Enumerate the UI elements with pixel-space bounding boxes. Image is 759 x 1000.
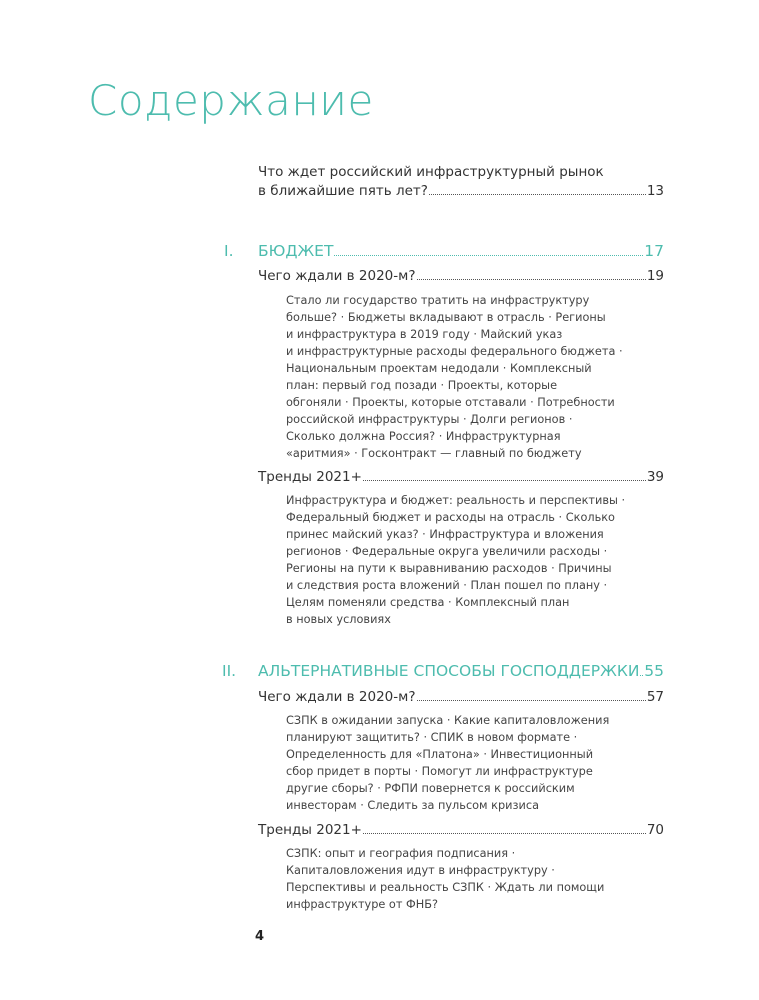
toc-page-number: 39 (646, 469, 664, 485)
subsection-title: Чего ждали в 2020-м? (258, 689, 416, 705)
description-line: в новых условиях (286, 613, 391, 626)
subsection-description (286, 712, 616, 814)
subsection-description (286, 845, 616, 913)
toc-page-number: 13 (646, 183, 664, 199)
toc-page-number: 19 (646, 268, 664, 284)
description-line: Капиталовложения идут в инфраструктуру · (286, 864, 555, 877)
leader-dots (417, 700, 646, 701)
description-line: больше? · Бюджеты вкладывают в отрасль · Регионы (286, 311, 606, 324)
subsection-title: Чего ждали в 2020-м? (258, 268, 416, 284)
description-line: российской инфраструктуры · Долги регионов · (286, 413, 573, 426)
section-title: АЛЬТЕРНАТИВНЫЕ СПОСОБЫ ГОСПОДДЕРЖКИ (258, 662, 640, 680)
description-line: СЗПК в ожидании запуска · Какие капиталовложения (286, 714, 610, 727)
leader-dots (417, 279, 646, 280)
description-line: планируют защитить? · СПИК в новом формате · (286, 731, 578, 744)
description-line: Перспективы и реальность СЗПК · Ждать ли помощи (286, 881, 605, 894)
leader-dots (363, 480, 646, 481)
description-line: Сколько должна Россия? · Инфраструктурная (286, 430, 561, 443)
section-numeral: II. (222, 662, 237, 680)
description-line: инфраструктуре от ФНБ? (286, 898, 438, 911)
description-line: Стало ли государство тратить на инфраструктуру (286, 294, 590, 307)
toc-section-budget[interactable] (258, 242, 664, 260)
description-line: «аритмия» · Госконтракт — главный по бюджету (286, 447, 582, 460)
toc-subsection-trends-2021[interactable] (258, 822, 664, 838)
subsection-description (286, 292, 623, 462)
description-line: Федеральный бюджет и расходы на отрасль · Сколько (286, 511, 615, 524)
section-numeral: I. (224, 242, 234, 260)
toc-page-number: 17 (644, 242, 664, 260)
toc-page-number: 55 (644, 662, 664, 680)
description-line: инвесторам · Следить за пульсом кризиса (286, 799, 539, 812)
description-line: Регионы на пути к выравниванию расходов · Причины (286, 562, 612, 575)
toc-subsection-trends-2021[interactable] (258, 469, 664, 485)
toc-subsection-expected-2020[interactable] (258, 689, 664, 705)
description-line: сбор придет в порты · Помогут ли инфраструктуре (286, 765, 593, 778)
toc-page-number: 70 (646, 822, 664, 838)
description-line: Определенность для «Платона» · Инвестиционный (286, 748, 594, 761)
description-line: и инфраструктура в 2019 году · Майский указ (286, 328, 563, 341)
description-line: и инфраструктурные расходы федерального бюджета · (286, 345, 623, 358)
description-line: регионов · Федеральные округа увеличили расходы · (286, 545, 608, 558)
description-line: Национальным проектам недодали · Комплексный (286, 362, 592, 375)
description-line: принес майский указ? · Инфраструктура и вложения (286, 528, 604, 541)
description-line: СЗПК: опыт и география подписания · (286, 847, 516, 860)
leader-dots (334, 255, 643, 256)
leader-dots (363, 833, 646, 834)
page-title: Содержание (88, 76, 374, 125)
description-line: Инфраструктура и бюджет: реальность и перспективы · (286, 494, 626, 507)
toc-intro-line2: в ближайшие пять лет? (258, 183, 428, 199)
toc-intro-line1: Что ждет российский инфраструктурный рынок (258, 164, 604, 180)
leader-dots (429, 194, 646, 195)
subsection-description (286, 492, 626, 628)
subsection-title: Тренды 2021+ (258, 469, 362, 485)
description-line: обгоняли · Проекты, которые отставали · Потребности (286, 396, 615, 409)
leader-dots (640, 675, 643, 676)
page-number: 4 (255, 929, 265, 944)
description-line: и следствия роста вложений · План пошел по плану · (286, 579, 608, 592)
toc-intro-entry[interactable] (258, 183, 664, 199)
toc-subsection-expected-2020[interactable] (258, 268, 664, 284)
description-line: план: первый год позади · Проекты, которые (286, 379, 558, 392)
subsection-title: Тренды 2021+ (258, 822, 362, 838)
description-line: Целям поменяли средства · Комплексный план (286, 596, 570, 609)
toc-page-number: 57 (646, 689, 664, 705)
description-line: другие сборы? · РФПИ повернется к российским (286, 782, 575, 795)
toc-section-alternative-support[interactable] (258, 662, 664, 680)
section-title: БЮДЖЕТ (258, 242, 334, 260)
